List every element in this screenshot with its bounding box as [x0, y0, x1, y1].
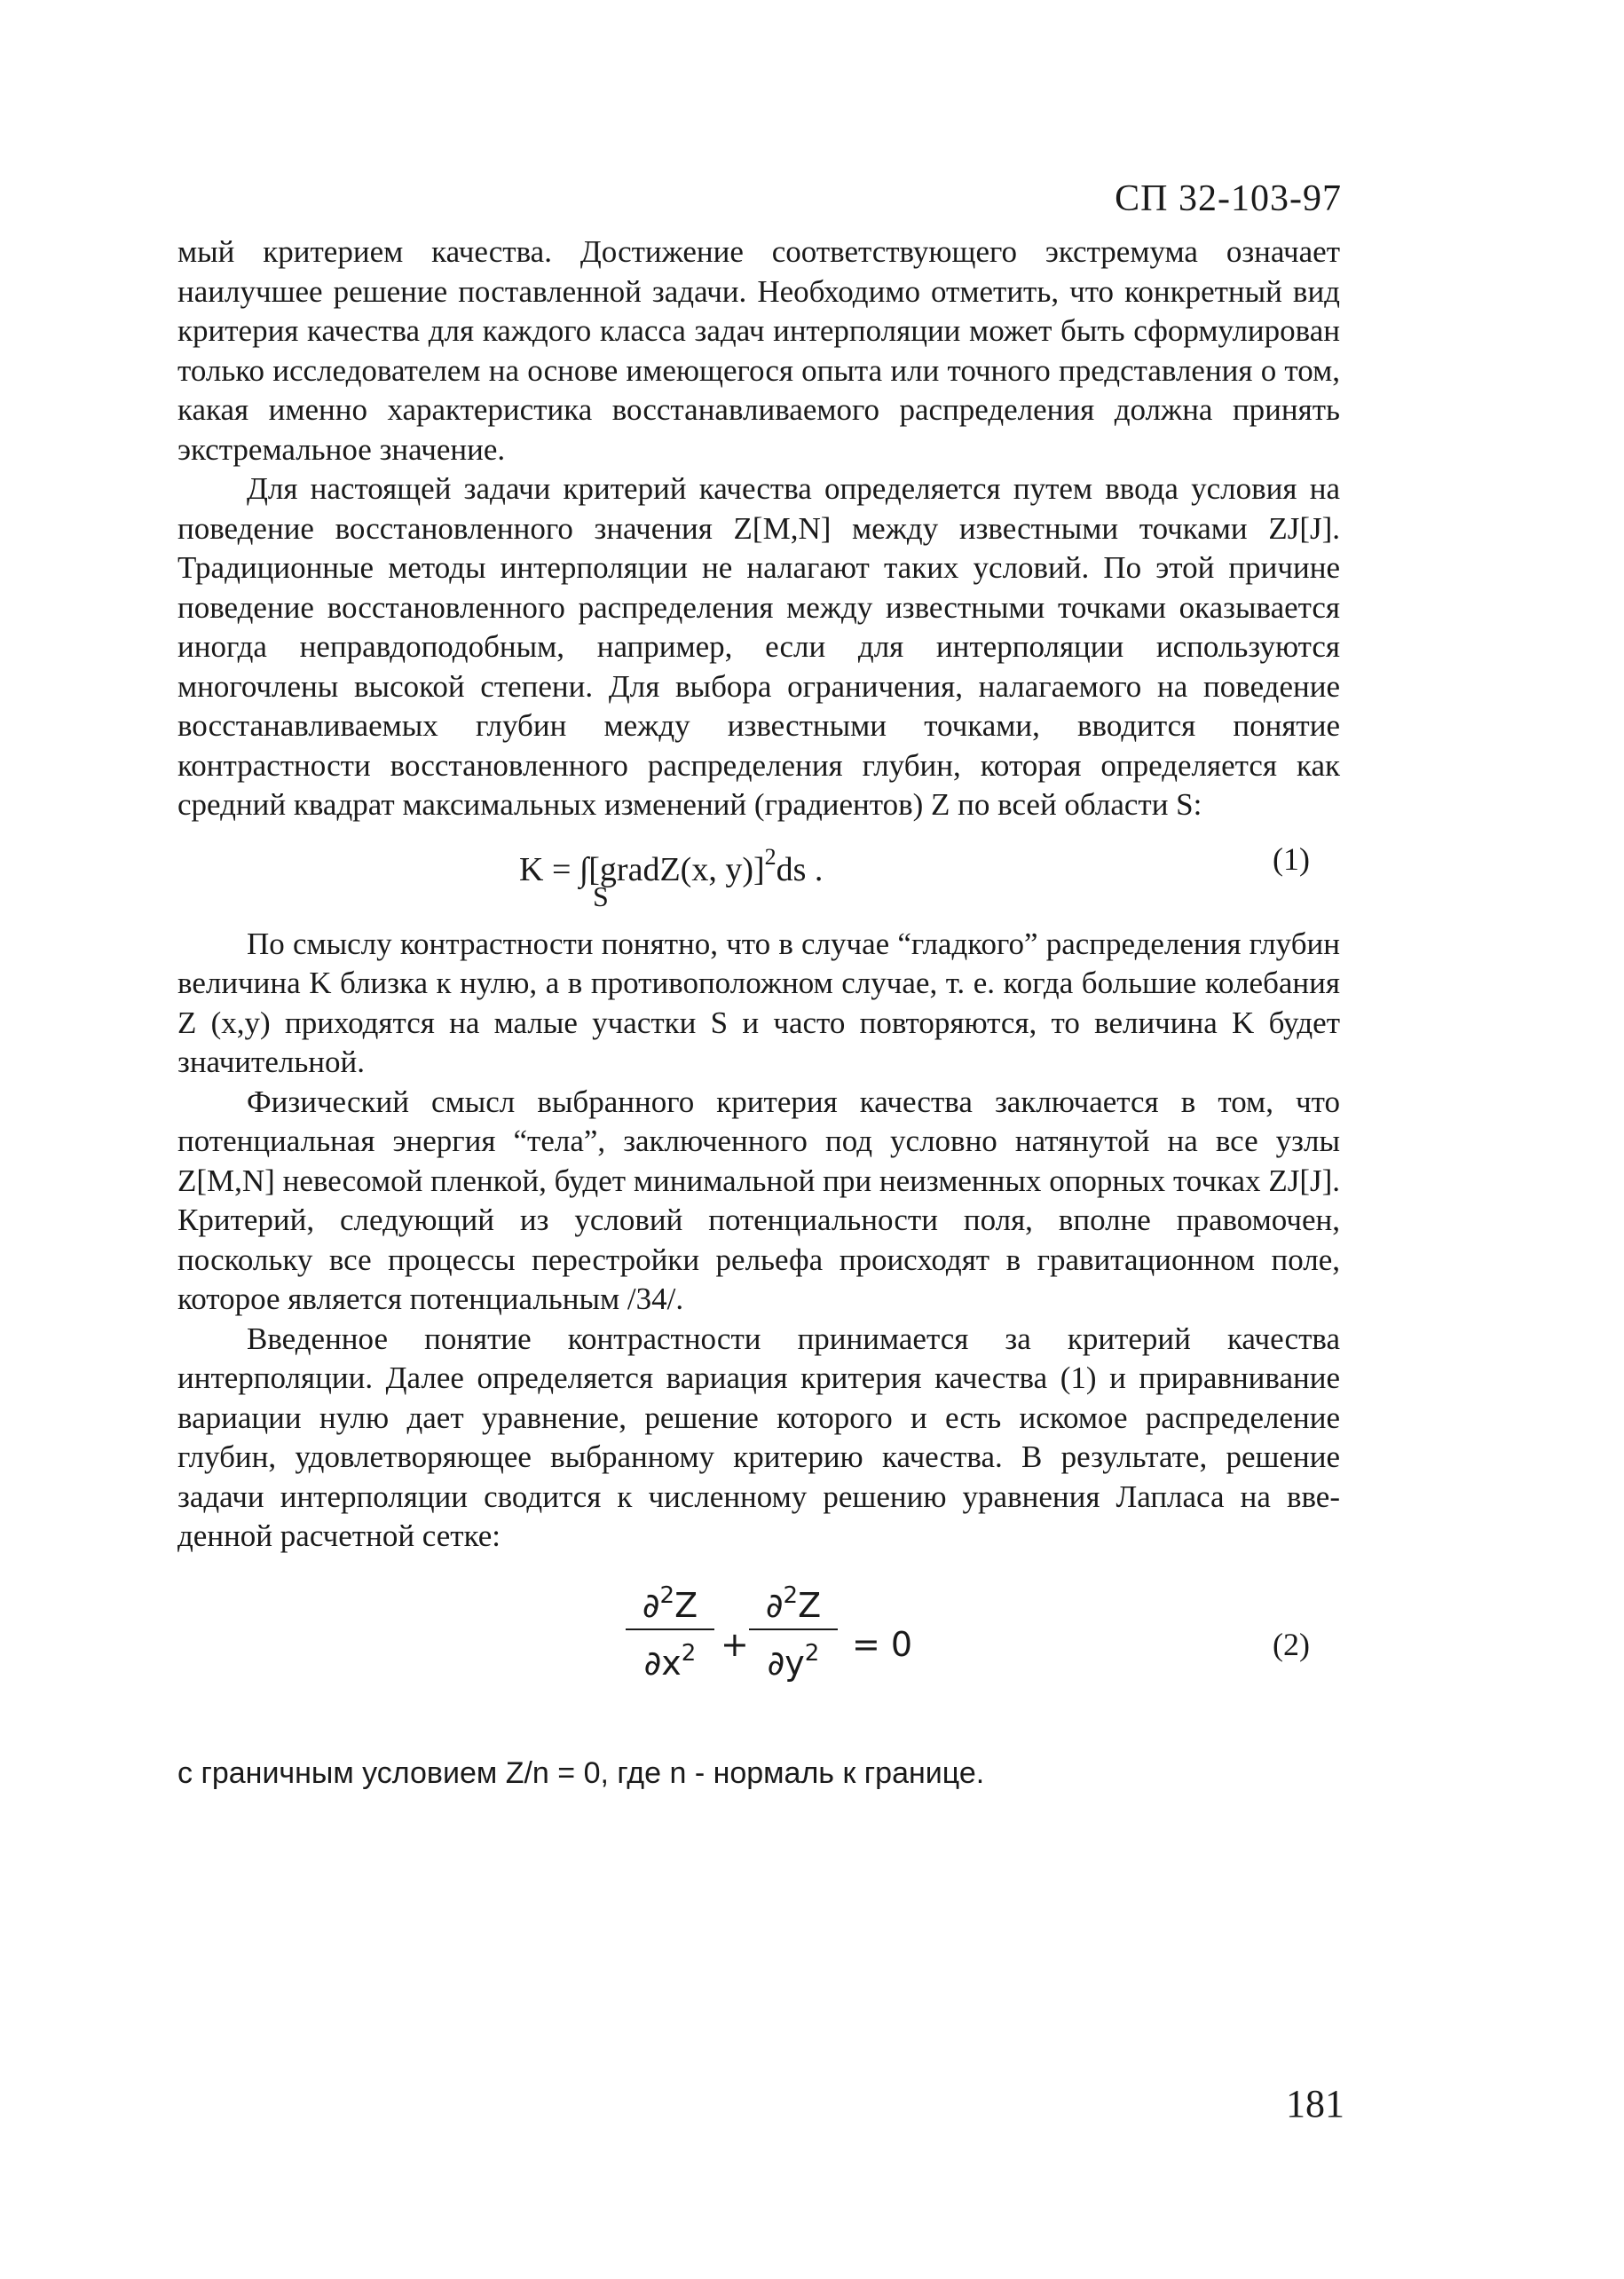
- document-code: СП 32-103-97: [1115, 178, 1342, 219]
- formula-1-power: 2: [764, 843, 777, 870]
- formula-2-number: (2): [1273, 1626, 1310, 1662]
- paragraph-4: Физический смысл выбранного критерия качества заключается в том, что потенциальная энергия “тела”, заключенного под условно натянутой на все узлы Z[M,N] невесомой пленкой, будет минимальной при неизменных опорных точках ZJ[J]. Критерий, следующий из условий потенциальности поля, вполне правомочен, поскольку все процессы перестройки рельефа происходят в гравитационном поле, которое является потенциальным /34/.: [177, 1084, 1340, 1316]
- paragraph-6: с граничным условием Z/n = 0, где n - нормаль к границе.: [177, 1755, 985, 1790]
- formula-2: [177, 1576, 1340, 1736]
- formula-1: [177, 829, 1340, 918]
- fraction-1-numerator: ∂$^2$Z: [642, 1581, 698, 1625]
- fraction-d2z-dx2: [626, 1576, 714, 1684]
- formula-1-subscript: S: [593, 879, 609, 912]
- fraction-1-denominator: $\partial x^2$: [643, 1640, 697, 1683]
- page-body: [177, 233, 1340, 1793]
- fraction-d2z-dy2: [749, 1576, 838, 1684]
- formula-1-lhs: K = ∫[gradZ(x, y)]: [519, 850, 765, 888]
- page-number: 181: [1286, 2082, 1344, 2125]
- formula-1-expression: [519, 838, 824, 912]
- formula-2-plus: +: [721, 1624, 749, 1664]
- paragraph-2: Для настоящей задачи критерий качества определяется путем ввода условия на поведение восстановленного значения Z[M,N] между известными точками ZJ[J]. Традиционные методы интерполяции не налагают таких условий. По этой причине поведение восстановленного распределения между известными точками оказывается иногда неправдоподобным, например, если для интерполяции используются многочлены высокой степени. Для выбора ограничения, налагаемого на поведение восстанавливаемых глубин между известными точками, вводится понятие контрастности восстановленного распределения глубин, которая определяется как средний квадрат максимальных изменений (градиентов) Z по всей области S:: [177, 471, 1340, 822]
- fraction-2-bar: [749, 1628, 838, 1630]
- formula-2-rhs: = 0: [852, 1624, 913, 1664]
- fraction-2-numerator: ∂$^2$Z: [765, 1581, 822, 1625]
- formula-1-number: (1): [1273, 840, 1310, 877]
- formula-1-tail: ds .: [776, 850, 824, 888]
- paragraph-1: мый критерием качества. Достижение соответствующего экстремума означает наилучшее решение поставленной задачи. Необходимо отметить, что конкретный вид критерия качества для каждого класса задач интерполяции может быть сформулирован только исследователем на основе имеющегося опыта или точного представления о том, какая именно характеристика восстанавливаемого распределения должна принять экстремальное значение.: [177, 234, 1340, 467]
- fraction-2-denominator: $\partial y^2$: [767, 1640, 820, 1683]
- fraction-1-bar: [626, 1628, 714, 1630]
- paragraph-5: Введенное понятие контрастности принимается за критерий качества интерполяции. Далее определяется вариация критерия качества (1) и приравнивание вариации нулю дает уравнение, решение которого и есть искомое распределение глубин, удовлетворяющее выбранному критерию качества. В результате, решение задачи интерполяции сводится к численному решению уравнения Лапласа на введенной расчетной сетке:: [177, 1321, 1340, 1553]
- paragraph-3: По смыслу контрастности понятно, что в случае “гладкого” распределения глубин величина K близка к нулю, а в противоположном случае, т. е. когда большие колебания Z (x,y) приходятся на малые участки S и часто повторяются, то величина K будет значительной.: [177, 926, 1340, 1079]
